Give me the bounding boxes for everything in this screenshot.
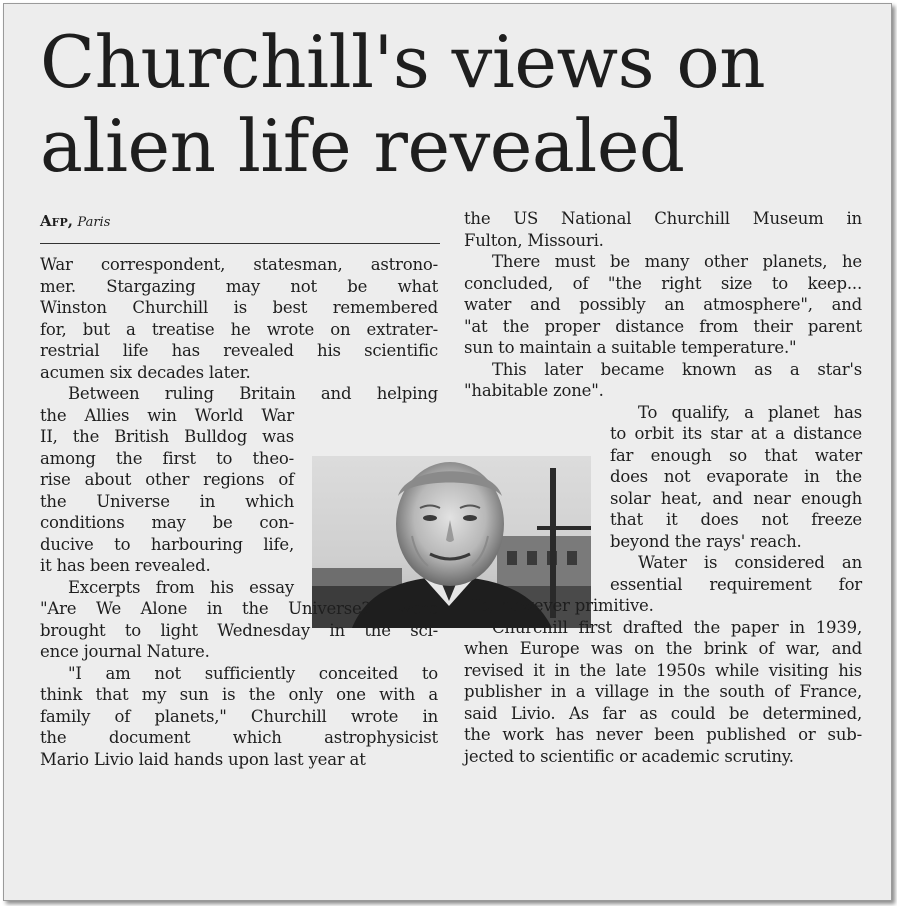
- text-line: "at the proper distance from their parent: [464, 316, 862, 336]
- text-line: think that my sun is the only one with a: [40, 685, 438, 704]
- newspaper-clipping: [3, 3, 892, 901]
- text-line: "habitable zone".: [464, 381, 604, 400]
- text-line: essential requirement for: [610, 574, 862, 594]
- text-line: jected to scientific or academic scrutiny.: [464, 746, 794, 766]
- text-line: To qualify, a planet has: [638, 402, 862, 422]
- text-line: conditions may be con-: [40, 513, 294, 532]
- text-line: mer. Stargazing may not be what: [40, 276, 438, 296]
- text-line: among the first to theo-: [40, 448, 294, 468]
- text-line: the work has never been published or sub-: [464, 725, 862, 744]
- text-line: ducive to harbouring life,: [40, 534, 294, 554]
- text-line: when Europe was on the brink of war, and: [464, 639, 862, 658]
- text-line: Fulton, Missouri.: [464, 230, 604, 250]
- text-line: the Allies win World War: [40, 405, 294, 425]
- text-line: acumen six decades later.: [40, 362, 251, 382]
- text-line: Churchill first drafted the paper in 1939,: [492, 617, 862, 637]
- text-line: Between ruling Britain and helping: [68, 384, 438, 403]
- text-line: revised it in the late 1950s while visiting his: [464, 660, 862, 680]
- text-line: does not evaporate in the: [610, 467, 862, 486]
- text-line: brought to light Wednesday in the sci-: [40, 620, 438, 640]
- text-line: for, but a treatise he wrote on extrater-: [40, 319, 438, 339]
- text-line: Mario Livio laid hands upon last year at: [40, 749, 366, 769]
- text-line: Winston Churchill is best remembered: [40, 298, 438, 317]
- text-line: ence journal Nature.: [40, 642, 210, 661]
- text-line: the Universe in which: [40, 491, 294, 511]
- column-right: [464, 208, 862, 898]
- text-line: to orbit its star at a distance: [610, 424, 862, 443]
- text-line: beyond the rays' reach.: [610, 531, 802, 551]
- text-line: the document which astrophysicist: [40, 728, 438, 747]
- text-line: water and possibly an atmosphere", and: [464, 295, 862, 314]
- text-line: "Are We Alone in the Universe?" were: [40, 599, 438, 618]
- text-line: it has been revealed.: [40, 556, 211, 575]
- byline-place: Paris: [77, 215, 111, 230]
- text-line: There must be many other planets, he: [492, 252, 862, 271]
- text-line: life, however primitive.: [464, 596, 654, 615]
- byline: [40, 212, 440, 244]
- text-line: Water is considered an: [638, 553, 862, 572]
- text-line: solar heat, and near enough: [610, 488, 862, 508]
- text-line: that it does not freeze: [610, 510, 862, 529]
- text-line: family of planets," Churchill wrote in: [40, 706, 438, 726]
- text-line: restrial life has revealed his scientific: [40, 341, 438, 360]
- text-line: far enough so that water: [610, 445, 862, 465]
- text-line: rise about other regions of: [40, 470, 294, 489]
- text-line: II, the British Bulldog was: [40, 427, 294, 446]
- text-line: publisher in a village in the south of France,: [464, 682, 862, 701]
- text-line: said Livio. As far as could be determined,: [464, 703, 862, 723]
- text-line: the US National Churchill Museum in: [464, 209, 862, 228]
- text-line: concluded, of "the right size to keep...: [464, 273, 862, 293]
- text-line: War correspondent, statesman, astrono-: [40, 255, 438, 274]
- text-line: "I am not sufficiently conceited to: [68, 663, 438, 683]
- column-left: [40, 254, 438, 894]
- byline-agency: Afp,: [40, 212, 73, 230]
- text-line: sun to maintain a suitable temperature.": [464, 338, 797, 357]
- headline: Churchill's views on alien life revealed: [40, 20, 766, 188]
- text-line: Excerpts from his essay: [68, 577, 294, 597]
- text-line: This later became known as a star's: [492, 359, 862, 379]
